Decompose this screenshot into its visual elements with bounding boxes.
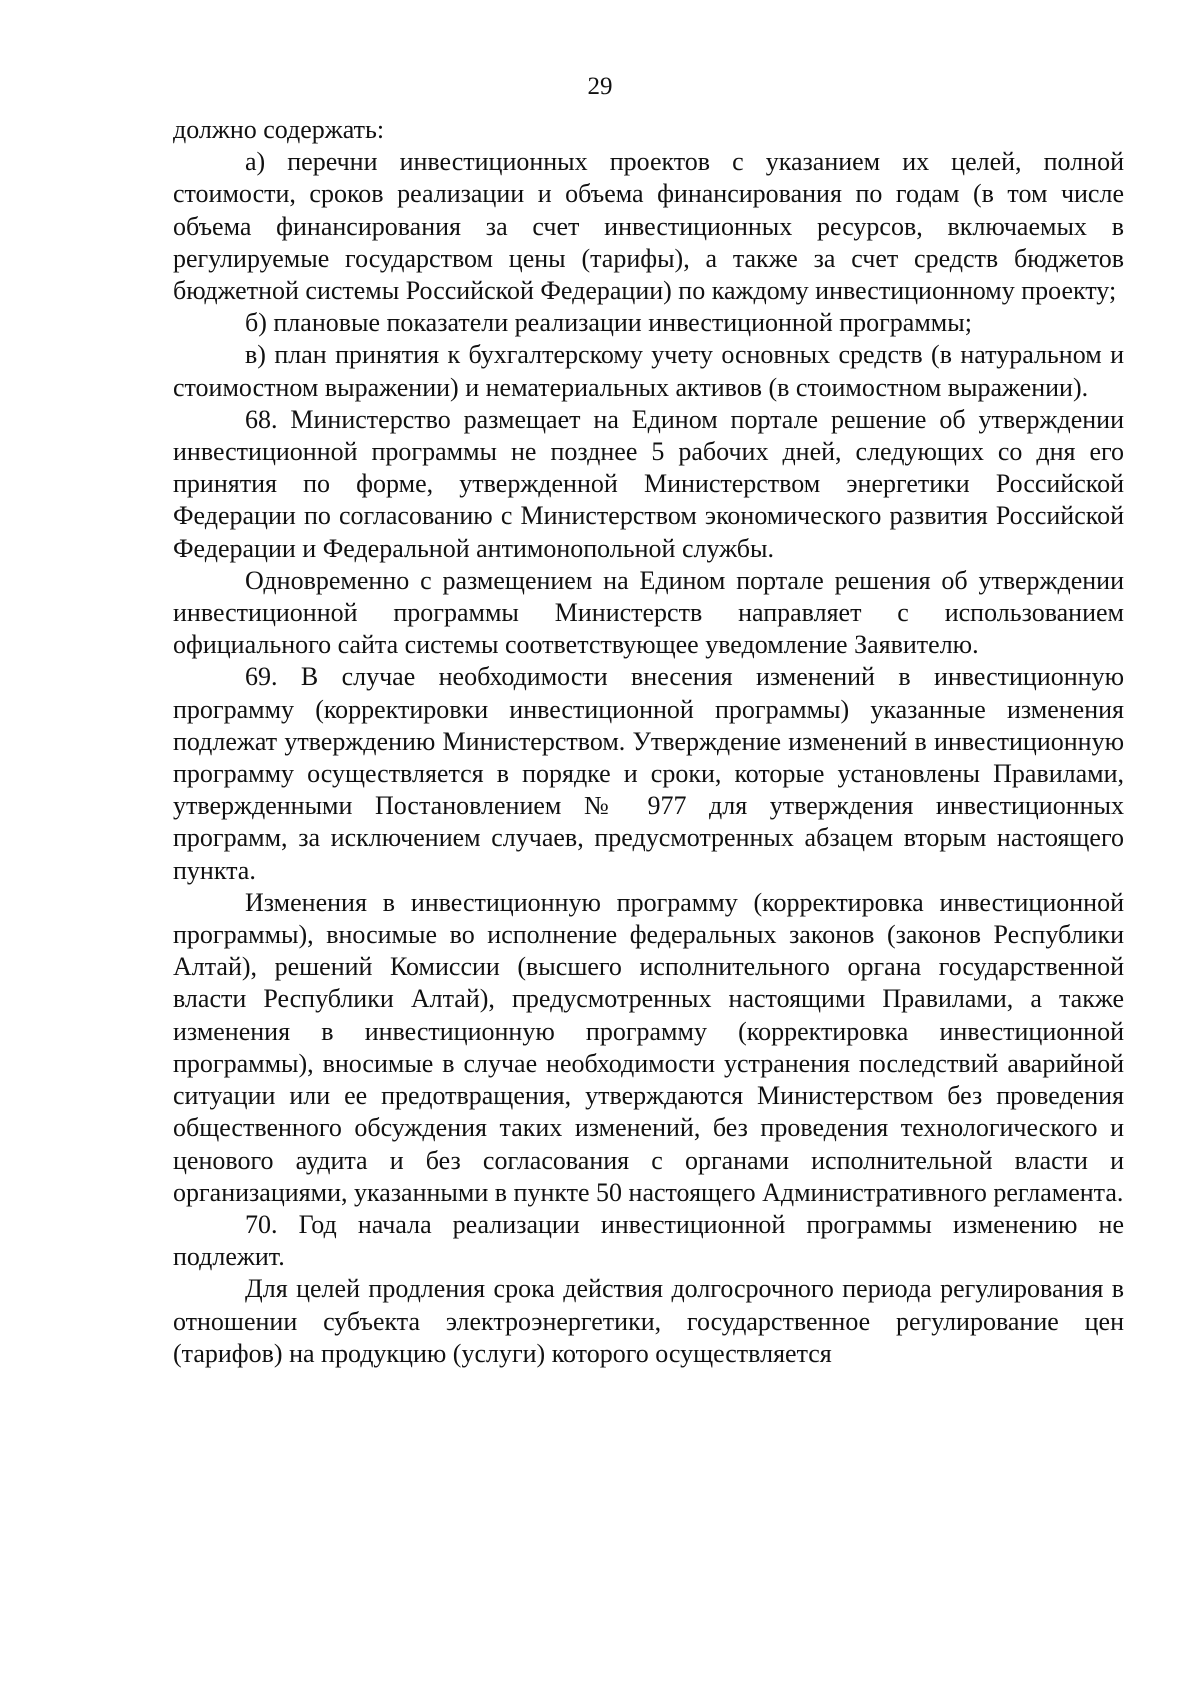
paragraph-68-notification: Одновременно с размещением на Едином портале решения об утверждении инвестиционной программы Министерств направляет с использованием официального сайта системы соответствующее уведомление Заявителю. <box>173 565 1124 660</box>
paragraph-item-b: б) плановые показатели реализации инвестиционной программы; <box>245 308 972 338</box>
paragraph-70: 70. Год начала реализации инвестиционной программы изменению не подлежит. <box>173 1209 1124 1272</box>
paragraph-intro: должно содержать: <box>173 115 385 144</box>
paragraph-69: 69. В случае необходимости внесения изменений в инвестиционную программу (корректировки инвестиционной программы) указанные изменения подлежат утверждению Министерством. Утверждение изменений в инвестиционную программу осуществляется в порядке и сроки, которые установлены Правилами, утвержденными Постановлением № 977 для утверждения инвестиционных программ, за исключением случаев, предусмотренных абзацем вторым настоящего пункта. <box>173 662 1124 885</box>
paragraph-70-extension: Для целей продления срока действия долгосрочного периода регулирования в отношении субъекта электроэнергетики, государственное регулирование цен (тарифов) на продукцию (услуги) которого осуществляется <box>173 1274 1124 1368</box>
paragraph-item-a: а) перечни инвестиционных проектов с указанием их целей, полной стоимости, сроков реализации и объема финансирования по годам (в том числе объема финансирования за счет инвестиционных ресурсов, включаемых в регулируемые государством цены (тарифы), а также за счет средств бюджетов бюджетной системы Российской Федерации) по каждому инвестиционному проекту; <box>173 147 1124 306</box>
page-number: 29 <box>587 73 613 100</box>
paragraph-68: 68. Министерство размещает на Едином портале решение об утверждении инвестиционной программы не позднее 5 рабочих дней, следующих со дня его принятия по форме, утвержденной Министерством энергетики Российской Федерации по согласованию с Министерством экономического развития Российской Федерации и Федеральной антимонопольной службы. <box>173 404 1124 563</box>
document-body <box>173 114 1124 1370</box>
paragraph-item-v: в) план принятия к бухгалтерскому учету основных средств (в натуральном и стоимостном выражении) и нематериальных активов (в стоимостном выражении). <box>173 340 1124 402</box>
paragraph-69-changes: Изменения в инвестиционную программу (корректировка инвестиционной программы), вносимые во исполнение федеральных законов (законов Республики Алтай), решений Комиссии (высшего исполнительного органа государственной власти Республики Алтай), предусмотренных настоящими Правилами, а также изменения в инвестиционную программу (корректировка инвестиционной программы), вносимые в случае необходимости устранения последствий аварийной ситуации или ее предотвращения, утверждаются Министерством без проведения общественного обсуждения таких изменений, без проведения технологического и ценового аудита и без согласования с органами исполнительной власти и организациями, указанными в пункте 50 настоящего Административного регламента. <box>173 887 1124 1207</box>
